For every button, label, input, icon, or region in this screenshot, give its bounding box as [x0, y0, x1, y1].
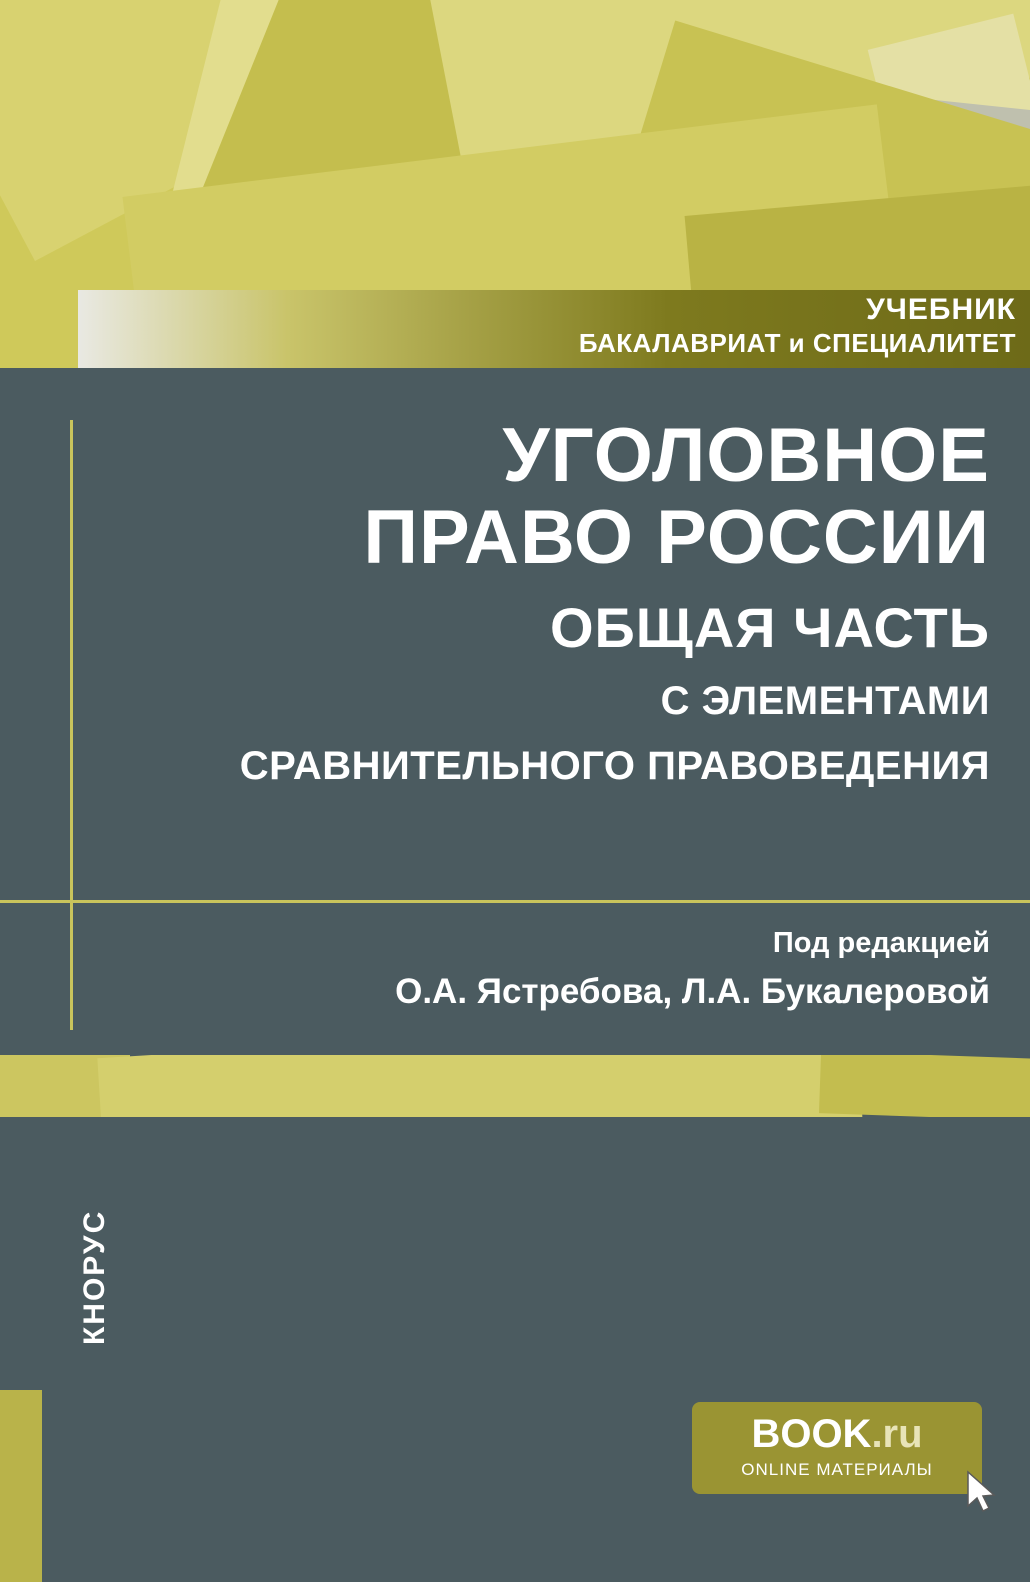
publisher-name: КНОРУС: [78, 1209, 111, 1345]
horizontal-accent-line: [0, 900, 1030, 903]
band-shape: [97, 1055, 862, 1117]
title-subtitle2-line-1: С ЭЛЕМЕНТАМИ: [660, 678, 990, 723]
bookru-subtitle: ONLINE МАТЕРИАЛЫ: [741, 1460, 933, 1479]
series-badge-line2: БАКАЛАВРИАТ и СПЕЦИАЛИТЕТ: [578, 327, 1016, 358]
series-badge-text: [116, 290, 1016, 357]
band-shape: [819, 1055, 1030, 1117]
title-line-1: УГОЛОВНОЕ: [502, 413, 990, 498]
title-subtitle: ОБЩАЯ ЧАСТЬ: [549, 596, 990, 660]
vertical-accent-line: [70, 420, 73, 1030]
title-line-2: ПРАВО РОССИИ: [363, 495, 990, 581]
mouse-cursor-icon: [966, 1470, 996, 1514]
bookru-name: BOOK: [751, 1412, 872, 1456]
bookru-domain: .ru: [871, 1412, 923, 1456]
title-block: [120, 415, 990, 788]
title-subtitle2-line-2: СРАВНИТЕЛЬНОГО ПРАВОВЕДЕНИЯ: [239, 743, 990, 788]
editors-names: О.А. Ястребова, Л.А. Букалеровой: [395, 971, 990, 1011]
editors-block: [90, 925, 990, 1014]
lower-decorative-band: [0, 1055, 1030, 1117]
bookru-title: [692, 1402, 982, 1454]
series-badge-line1: УЧЕБНИК: [866, 293, 1016, 326]
editors-label: Под редакцией: [772, 927, 990, 959]
publisher-strip: [0, 1390, 42, 1582]
bookru-badge[interactable]: [692, 1402, 982, 1494]
